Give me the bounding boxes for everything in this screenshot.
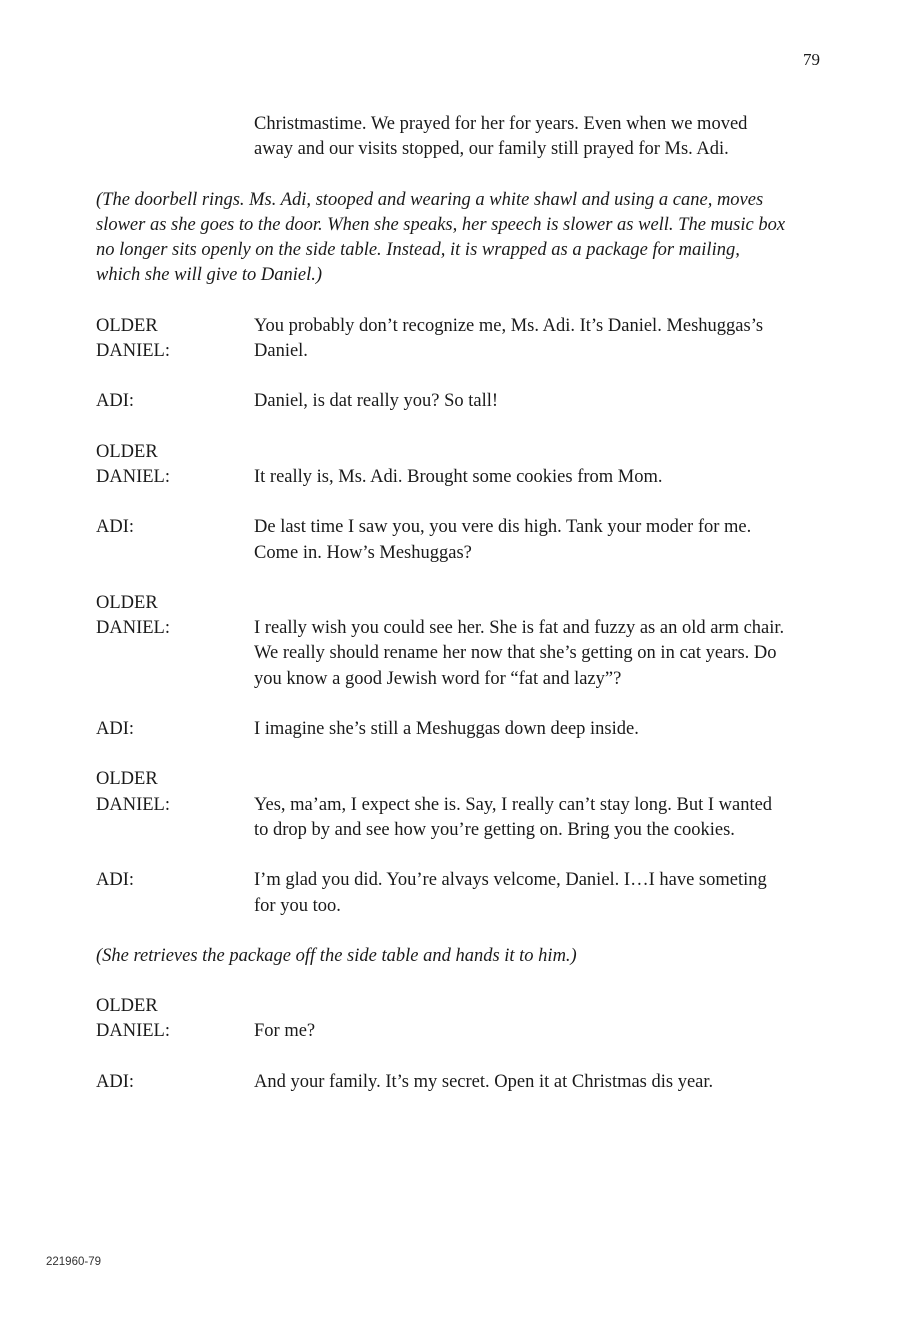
dialogue-block (96, 868, 796, 919)
dialogue-block (96, 515, 796, 566)
speech-line: De last time I saw you, you vere dis high. Tank your moder for me. Come in. How’s Meshuggas? (254, 517, 752, 563)
speaker-label (96, 314, 254, 365)
speech-line: For me? (254, 1021, 316, 1042)
speaker-label-top: OLDER (96, 996, 158, 1017)
speaker-label-top: OLDER (96, 315, 158, 336)
page-number: 79 (803, 50, 820, 69)
speech-line: I imagine she’s still a Meshuggas down deep inside. (254, 719, 639, 740)
continued-speech: Christmastime. We prayed for her for years. Even when we moved away and our visits stopped, our family still prayed for Ms. Adi. (254, 114, 748, 160)
speech-line: I really wish you could see her. She is fat and fuzzy as an old arm chair. We really should rename her now that she’s getting on in cat years. Do you know a good Jewish word for “fat and lazy”? (254, 618, 785, 689)
dialogue-block (96, 314, 796, 365)
stage-direction-doorbell: (The doorbell rings. Ms. Adi, stooped and wearing a white shawl and using a cane, moves slower as she goes to the door. When she speaks, her speech is slower as well. The music box no longer sits openly on the side table. Instead, it is wrapped as a package for mailing, which she will give to Daniel.) (96, 189, 786, 286)
speaker-label (96, 440, 254, 491)
speaker-label (96, 767, 254, 818)
speaker-name: ADI: (96, 517, 135, 538)
dialogue-block (96, 767, 796, 843)
speaker-name: DANIEL: (96, 794, 170, 815)
speaker-name: DANIEL: (96, 466, 170, 487)
speech-line: Yes, ma’am, I expect she is. Say, I really can’t stay long. But I wanted to drop by and see how you’re getting on. Bring you the cookies. (254, 794, 773, 840)
dialogue-block (96, 1070, 796, 1095)
dialogue-block (96, 389, 796, 414)
speech-line: I’m glad you did. You’re alvays velcome, Daniel. I…I have someting for you too. (254, 870, 767, 916)
speaker-name: ADI: (96, 719, 135, 740)
footer-code: 221960-79 (46, 1256, 101, 1268)
speech-text (254, 314, 789, 365)
speaker-name: DANIEL: (96, 618, 170, 639)
speech-line: And your family. It’s my secret. Open it at Christmas dis year. (254, 1071, 714, 1092)
speaker-label (96, 591, 254, 642)
speaker-name: DANIEL: (96, 1021, 170, 1042)
speech-line: Daniel, is dat really you? So tall! (254, 391, 499, 412)
speaker-name: DANIEL: (96, 341, 170, 362)
speaker-name: ADI: (96, 1071, 135, 1092)
speaker-label (96, 994, 254, 1045)
speaker-name: ADI: (96, 870, 135, 891)
speech-line: It really is, Ms. Adi. Brought some cookies from Mom. (254, 466, 663, 487)
speaker-label-top: OLDER (96, 441, 158, 462)
speaker-name: ADI: (96, 391, 135, 412)
speaker-label-top: OLDER (96, 592, 158, 613)
script-body (96, 112, 796, 1095)
speech-line: You probably don’t recognize me, Ms. Adi. It’s Daniel. Meshuggas’s Daniel. (254, 315, 764, 362)
speaker-label-top: OLDER (96, 769, 158, 790)
stage-direction-package: (She retrieves the package off the side table and hands it to him.) (96, 945, 577, 966)
dialogue-block (96, 591, 796, 692)
dialogue-block (96, 717, 796, 742)
dialogue-block (96, 440, 796, 491)
dialogue-block (96, 994, 796, 1045)
